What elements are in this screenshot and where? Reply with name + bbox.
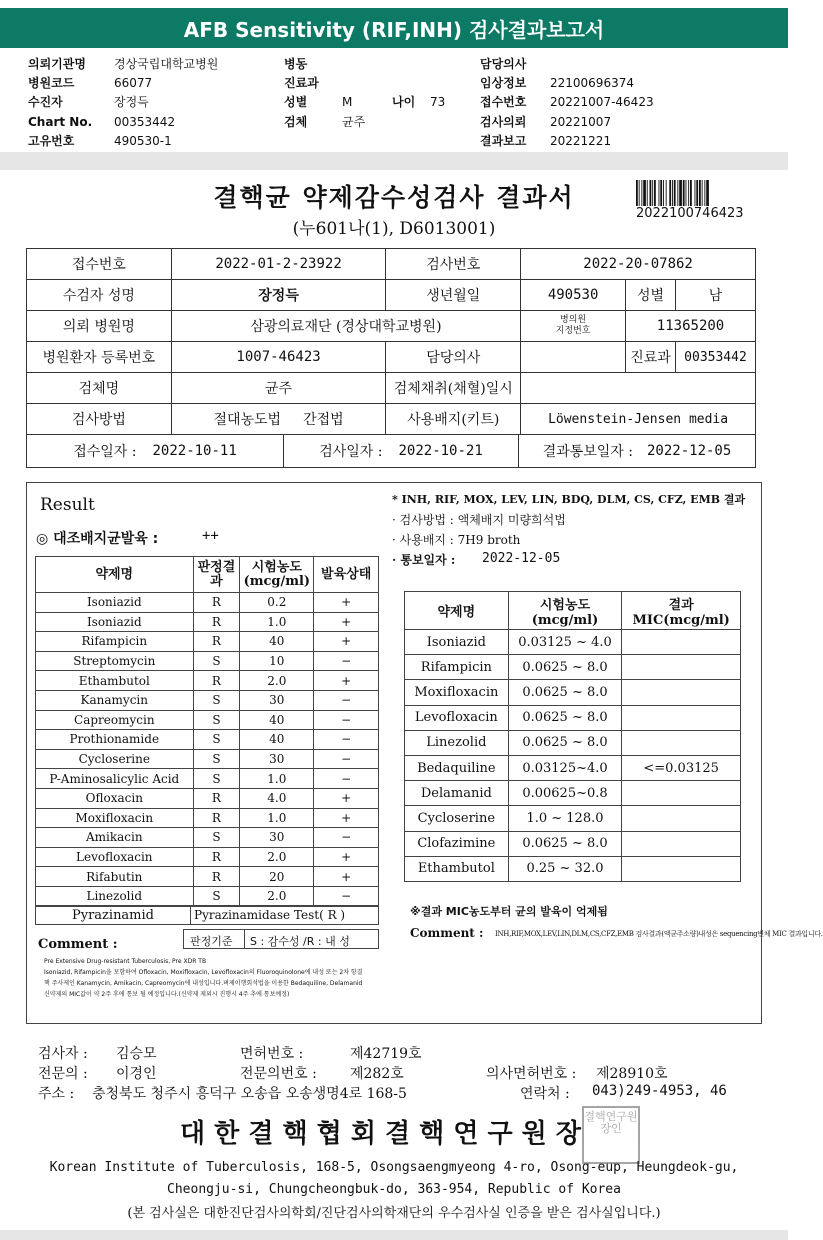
growth-status: − [314, 651, 379, 671]
left-drug-row [36, 769, 379, 789]
barcode-bar [674, 180, 676, 206]
barcode-bar [690, 180, 692, 206]
address-value: 충청북도 청주시 흥덕구 오송읍 오송생명4로 168-5 [92, 1086, 407, 1102]
clinical-value: 22100696374 [550, 76, 634, 90]
age-value: 73 [430, 95, 446, 109]
hospital-value: 삼광의료재단 (경상대학교병원) [171, 311, 520, 342]
growth-status: − [314, 730, 379, 750]
growth-status: − [314, 710, 379, 730]
growth-status: − [314, 769, 379, 789]
right-title: * INH, RIF, MOX, LEV, LIN, BDQ, DLM, CS, CFZ, EMB 결과 [392, 493, 746, 506]
barcode-bar [659, 180, 660, 206]
doctor-label-cell: 담당의사 [386, 342, 521, 373]
method-2: 간접법 [303, 412, 344, 428]
barcode-bar [672, 180, 673, 206]
medium-value: Löwenstein-Jensen media [521, 404, 756, 435]
judgement: S [193, 828, 240, 848]
mic-drug-name: Bedaquiline [405, 755, 509, 780]
judgement: S [193, 710, 240, 730]
right-header-mic: 결과 MIC(mcg/ml) [622, 592, 741, 630]
right-notify-value: 2022-12-05 [482, 551, 561, 566]
mic-result [622, 781, 741, 806]
barcode-bar [643, 180, 646, 206]
chart-label: Chart No. [28, 115, 93, 129]
notify-date-label: 결과통보일자 : [542, 444, 633, 460]
mic-result [622, 680, 741, 705]
test-concentration: 2.0 [240, 847, 314, 867]
barcode-bar [639, 180, 640, 206]
left-header-growth: 발육상태 [314, 557, 379, 593]
comment-line-4: 신약제의 MIC값이 약 2주 후에 통보 될 예정입니다.(신약제 제외시 진행시 4주 추에 통보예정) [44, 991, 290, 998]
drug-name: Streptomycin [36, 651, 194, 671]
org-english-2: Cheongju-si, Chungcheongbuk-do, 363-954, Republic of Korea [167, 1182, 621, 1197]
mic-row [405, 655, 741, 680]
mic-result [622, 705, 741, 730]
judgement: S [193, 749, 240, 769]
org-english-1: Korean Institute of Tuberculosis, 168-5, Osongsaengmyeong 4-ro, Osong-eup, Heungdeok-gu, [49, 1160, 739, 1175]
tester-label: 검사자 : [38, 1046, 88, 1062]
left-drug-row [36, 593, 379, 613]
dates-row [27, 435, 756, 468]
reg-value: 1007-46423 [171, 342, 386, 373]
judgement: S [193, 769, 240, 789]
test-concentration: 1.0 [240, 769, 314, 789]
receipt-value: 20221007-46423 [550, 95, 654, 109]
mic-result [622, 831, 741, 856]
left-drug-row [36, 847, 379, 867]
barcode [636, 180, 746, 206]
medium-label: 사용배지(키트) [386, 404, 521, 435]
specialist-label: 전문의 : [38, 1066, 88, 1082]
mic-drug-name: Delamanid [405, 781, 509, 806]
mic-drug-name: Levofloxacin [405, 705, 509, 730]
judgement: R [193, 612, 240, 632]
left-drug-row [36, 808, 379, 828]
bottom-margin [0, 1230, 788, 1240]
test-concentration: 2.0 [240, 671, 314, 691]
birth-label: 생년월일 [386, 280, 521, 311]
clinical-label: 임상정보 [480, 76, 527, 90]
receipt-no-value: 2022-01-2-23922 [171, 249, 386, 280]
specimen-label-cell: 검체명 [27, 373, 172, 404]
comment-line-2: Isoniazid, Rifampicin을 포함하여 Ofloxacin, Moxifloxacin, Levofloxacin의 Fluoroquinolone에 내성 또는 2차 항결 [44, 969, 363, 976]
official-seal [582, 1106, 640, 1164]
drug-name: Moxifloxacin [36, 808, 194, 828]
growth-status: + [314, 788, 379, 808]
report-title: 결핵균 약제감수성검사 결과서 [213, 183, 575, 212]
mic-test-range: 0.03125 ~ 4.0 [508, 630, 622, 655]
barcode-bar [663, 180, 664, 206]
left-drug-row [36, 867, 379, 887]
doctor-value-cell [521, 342, 626, 373]
barcode-bar [636, 180, 638, 206]
drug-name: Isoniazid [36, 593, 194, 613]
test-no-label: 검사번호 [386, 249, 521, 280]
left-drug-row [36, 671, 379, 691]
test-concentration: 4.0 [240, 788, 314, 808]
contact-value: 043)249-4953, 46 [592, 1083, 727, 1099]
mic-row [405, 781, 741, 806]
barcode-bar [696, 180, 698, 206]
growth-label: ◎ 대조배지균발육 : [36, 531, 159, 547]
barcode-number: 2022100746423 [636, 206, 744, 221]
order-header [0, 52, 788, 152]
dept-value-cell: 00353442 [675, 342, 755, 373]
hospital-code-label: 병원코드 [28, 76, 75, 90]
drug-name: Ethambutol [36, 671, 194, 691]
contact-label: 연락처 : [520, 1086, 570, 1102]
test-concentration: 20 [240, 867, 314, 887]
drug-name: Kanamycin [36, 690, 194, 710]
judgement: R [193, 788, 240, 808]
tester-value: 김승모 [116, 1046, 157, 1062]
sex-value: M [342, 95, 353, 109]
test-concentration: 0.2 [240, 593, 314, 613]
patient-label: 수진자 [28, 95, 63, 109]
collect-label: 검체채취(채혈)일시 [386, 373, 521, 404]
barcode-bar [686, 180, 687, 206]
method-value [171, 404, 386, 435]
left-drug-row [36, 828, 379, 848]
license-value: 제42719호 [350, 1046, 422, 1062]
drug-name: Capreomycin [36, 710, 194, 730]
barcode-bar [683, 180, 685, 206]
mic-test-range: 0.03125~4.0 [508, 755, 622, 780]
left-drug-row [36, 710, 379, 730]
mic-row [405, 680, 741, 705]
left-drug-row [36, 886, 379, 906]
barcode-bar [654, 180, 656, 206]
mic-drug-name: Linezolid [405, 730, 509, 755]
spec-no-label: 전문의번호 : [240, 1066, 317, 1082]
judgement: R [193, 671, 240, 691]
hosp-no-label-1: 병의원 [560, 315, 587, 325]
collect-value [521, 373, 756, 404]
mic-drug-name: Ethambutol [405, 856, 509, 881]
request-label: 검사의뢰 [480, 115, 527, 129]
left-drug-row [36, 749, 379, 769]
barcode-bar [695, 180, 696, 206]
judgement: S [193, 730, 240, 750]
mic-result [622, 856, 741, 881]
right-note: ※결과 MIC농도부터 균의 발육이 억제됨 [410, 905, 608, 918]
barcode-bar [679, 180, 682, 206]
hospital-label: 의뢰 병원명 [27, 311, 172, 342]
name-label: 수검자 성명 [27, 280, 172, 311]
barcode-bar [706, 180, 709, 206]
org-name: 대 한 결 핵 협 회 결 핵 연 구 원 장 [180, 1119, 581, 1149]
specimen-value-cell: 균주 [171, 373, 386, 404]
growth-status: + [314, 847, 379, 867]
receipt-date-value: 2022-10-11 [152, 443, 237, 459]
hosp-no-label [521, 311, 626, 342]
pza-value: Pyrazinamidase Test( R ) [194, 908, 346, 922]
test-concentration: 1.0 [240, 612, 314, 632]
report-value: 20221221 [550, 134, 612, 148]
left-drug-row [36, 632, 379, 652]
barcode-bar [650, 180, 652, 206]
drug-name: Isoniazid [36, 612, 194, 632]
barcode-bar [699, 180, 701, 206]
mic-result [622, 630, 741, 655]
address-label: 주소 : [38, 1086, 75, 1102]
judgement: R [193, 847, 240, 867]
barcode-bar [660, 180, 662, 206]
mic-row [405, 705, 741, 730]
report-label: 결과보고 [480, 134, 527, 148]
left-comment-label: Comment : [38, 937, 118, 952]
judgement: S [193, 886, 240, 906]
method-label: 검사방법 [27, 404, 172, 435]
growth-status: + [314, 593, 379, 613]
test-date-value: 2022-10-21 [398, 443, 483, 459]
criteria-box [183, 929, 379, 949]
result-label: Result [40, 495, 95, 515]
reg-label: 병원환자 등록번호 [27, 342, 172, 373]
page-separator [0, 152, 788, 170]
growth-status: + [314, 808, 379, 828]
ward-label: 병동 [284, 57, 308, 71]
mic-test-range: 0.0625 ~ 8.0 [508, 730, 622, 755]
barcode-bar [704, 180, 705, 206]
right-mic-table [404, 591, 741, 882]
drug-name: P-Aminosalicylic Acid [36, 769, 194, 789]
mic-test-range: 0.0625 ~ 8.0 [508, 831, 622, 856]
right-mic-rows [405, 630, 741, 882]
barcode-bar [647, 180, 648, 206]
left-drug-rows [36, 593, 379, 907]
mic-test-range: 0.0625 ~ 8.0 [508, 680, 622, 705]
test-concentration: 30 [240, 749, 314, 769]
left-drug-row [36, 690, 379, 710]
sex-label-cell: 성별 [626, 280, 676, 311]
chart-value: 00353442 [114, 115, 176, 129]
test-concentration: 10 [240, 651, 314, 671]
left-header-result: 판정결과 [193, 557, 240, 593]
hospital-code-value: 66077 [114, 76, 153, 90]
growth-status: − [314, 690, 379, 710]
mic-result: <=0.03125 [622, 755, 741, 780]
judgement: R [193, 593, 240, 613]
barcode-bar [652, 180, 653, 206]
report-subtitle: (누601나(1), D6013001) [292, 219, 496, 239]
drug-name: Ofloxacin [36, 788, 194, 808]
left-drug-row [36, 730, 379, 750]
judgement: S [193, 651, 240, 671]
mic-test-range: 0.00625~0.8 [508, 781, 622, 806]
mic-row [405, 755, 741, 780]
mic-test-range: 0.0625 ~ 8.0 [508, 655, 622, 680]
mic-row [405, 806, 741, 831]
doctor-license-value: 제28910호 [596, 1066, 668, 1082]
mic-test-range: 0.0625 ~ 8.0 [508, 705, 622, 730]
left-header-conc: 시험농도(mcg/ml) [240, 557, 314, 593]
left-drug-row [36, 612, 379, 632]
sex-value-cell: 남 [675, 280, 755, 311]
hosp-no-value: 11365200 [626, 311, 756, 342]
comment-line-3: 핵 주사제인 Kanamycin, Amikacin, Capreomycin에 내성입니다.벼제이행회석법을 이용한 Bedaquiline, Delamanid [44, 980, 363, 987]
barcode-bar [641, 180, 642, 206]
mic-row [405, 730, 741, 755]
drug-name: Amikacin [36, 828, 194, 848]
test-date-label: 검사일자 : [319, 444, 383, 460]
barcode-bar [702, 180, 703, 206]
method-1: 절대농도법 [213, 412, 282, 428]
specimen-label: 검체 [284, 115, 308, 129]
test-concentration: 1.0 [240, 808, 314, 828]
test-concentration: 30 [240, 690, 314, 710]
drug-name: Prothionamide [36, 730, 194, 750]
growth-status: − [314, 886, 379, 906]
certification-note: (본 검사실은 대한진단검사의학회/진단검사의학재단의 우수검사실 인증을 받은 검사실입니다.) [127, 1206, 661, 1221]
drug-name: Linezolid [36, 886, 194, 906]
growth-status: + [314, 867, 379, 887]
institution-label: 의뢰기관명 [28, 57, 86, 71]
test-concentration: 40 [240, 632, 314, 652]
test-concentration: 2.0 [240, 886, 314, 906]
institution-value: 경상국립대학교병원 [114, 57, 219, 71]
left-drug-table [35, 556, 379, 907]
barcode-bar [677, 180, 678, 206]
mic-drug-name: Isoniazid [405, 630, 509, 655]
unique-value: 490530-1 [114, 134, 172, 148]
sex-label: 성별 [284, 95, 308, 109]
mic-test-range: 0.25 ~ 32.0 [508, 856, 622, 881]
notify-date-value: 2022-12-05 [647, 443, 732, 459]
growth-status: − [314, 749, 379, 769]
drug-name: Rifabutin [36, 867, 194, 887]
right-comment-label: Comment : [410, 926, 484, 940]
unique-label: 고유번호 [28, 134, 75, 148]
mic-drug-name: Clofazimine [405, 831, 509, 856]
pza-label: Pyrazinamid [72, 908, 154, 923]
mic-drug-name: Cycloserine [405, 806, 509, 831]
age-label: 나이 [392, 95, 416, 109]
test-concentration: 30 [240, 828, 314, 848]
seal-text: 결핵연구원장인 [584, 1110, 638, 1135]
growth-status: − [314, 828, 379, 848]
left-drug-row [36, 788, 379, 808]
dept-label-cell: 진료과 [626, 342, 676, 373]
left-header-drug: 약제명 [36, 557, 194, 593]
right-header-conc: 시험농도(mcg/ml) [508, 592, 622, 630]
judgement: R [193, 808, 240, 828]
judgement: R [193, 867, 240, 887]
patient-value: 장정득 [114, 95, 149, 109]
drug-name: Cycloserine [36, 749, 194, 769]
dept-label: 진료과 [284, 76, 319, 90]
mic-result [622, 806, 741, 831]
hosp-no-label-2: 지정번호 [555, 326, 591, 336]
birth-value: 490530 [521, 280, 626, 311]
receipt-label: 접수번호 [480, 95, 527, 109]
mic-drug-name: Moxifloxacin [405, 680, 509, 705]
criteria-value: S : 감수성 /R : 내 성 [250, 935, 350, 948]
right-comment-text: INH,RIF,MOX,LEV,LIN,DLM,CS,CFZ,EMB 검사결과(액균주소량)내성은 sequencing변체 MIC 결과입니다. [495, 930, 823, 938]
patient-info-table [26, 248, 756, 468]
request-value: 20221007 [550, 115, 612, 129]
notify-date-cell [519, 435, 755, 467]
report-banner: AFB Sensitivity (RIF,INH) 검사결과보고서 [0, 8, 788, 48]
right-notify-label: · 통보일자 : [392, 553, 456, 567]
judgement: S [193, 690, 240, 710]
test-date-cell [284, 435, 519, 467]
barcode-bar [688, 180, 689, 206]
specialist-value: 이경인 [116, 1066, 157, 1082]
receipt-date-label: 접수일자 : [73, 444, 137, 460]
mic-test-range: 1.0 ~ 128.0 [508, 806, 622, 831]
mic-row [405, 630, 741, 655]
comment-line-1: Pre Extensive Drug-resistant Tuberculosis, Pre XDR TB [44, 958, 207, 965]
criteria-label: 판정기준 [190, 935, 233, 948]
drug-name: Rifampicin [36, 632, 194, 652]
mic-result [622, 730, 741, 755]
barcode-bar [666, 180, 667, 206]
pyrazinamide-row [35, 905, 379, 925]
test-concentration: 40 [240, 730, 314, 750]
drug-name: Levofloxacin [36, 847, 194, 867]
doctor-license-label: 의사면허번호 : [486, 1066, 577, 1082]
specimen-value: 균주 [342, 115, 366, 129]
judgement: R [193, 632, 240, 652]
right-header-drug: 약제명 [405, 592, 509, 630]
mic-drug-name: Rifampicin [405, 655, 509, 680]
license-label: 면허번호 : [240, 1046, 304, 1062]
left-drug-row [36, 651, 379, 671]
receipt-date-cell [27, 435, 284, 467]
mic-result [622, 655, 741, 680]
barcode-bar [669, 180, 671, 206]
receipt-no-label: 접수번호 [27, 249, 172, 280]
right-medium: · 사용배지 : 7H9 broth [392, 533, 521, 547]
test-no-value: 2022-20-07862 [521, 249, 756, 280]
growth-status: + [314, 671, 379, 691]
spec-no-value: 제282호 [350, 1066, 404, 1082]
mic-row [405, 856, 741, 881]
right-method: · 검사방법 : 액체배지 미량희석법 [392, 513, 566, 527]
growth-status: + [314, 632, 379, 652]
name-value: 장정득 [171, 280, 386, 311]
doctor-label: 담당의사 [480, 57, 527, 71]
test-concentration: 40 [240, 710, 314, 730]
growth-value: ++ [202, 528, 219, 544]
growth-status: + [314, 612, 379, 632]
mic-row [405, 831, 741, 856]
